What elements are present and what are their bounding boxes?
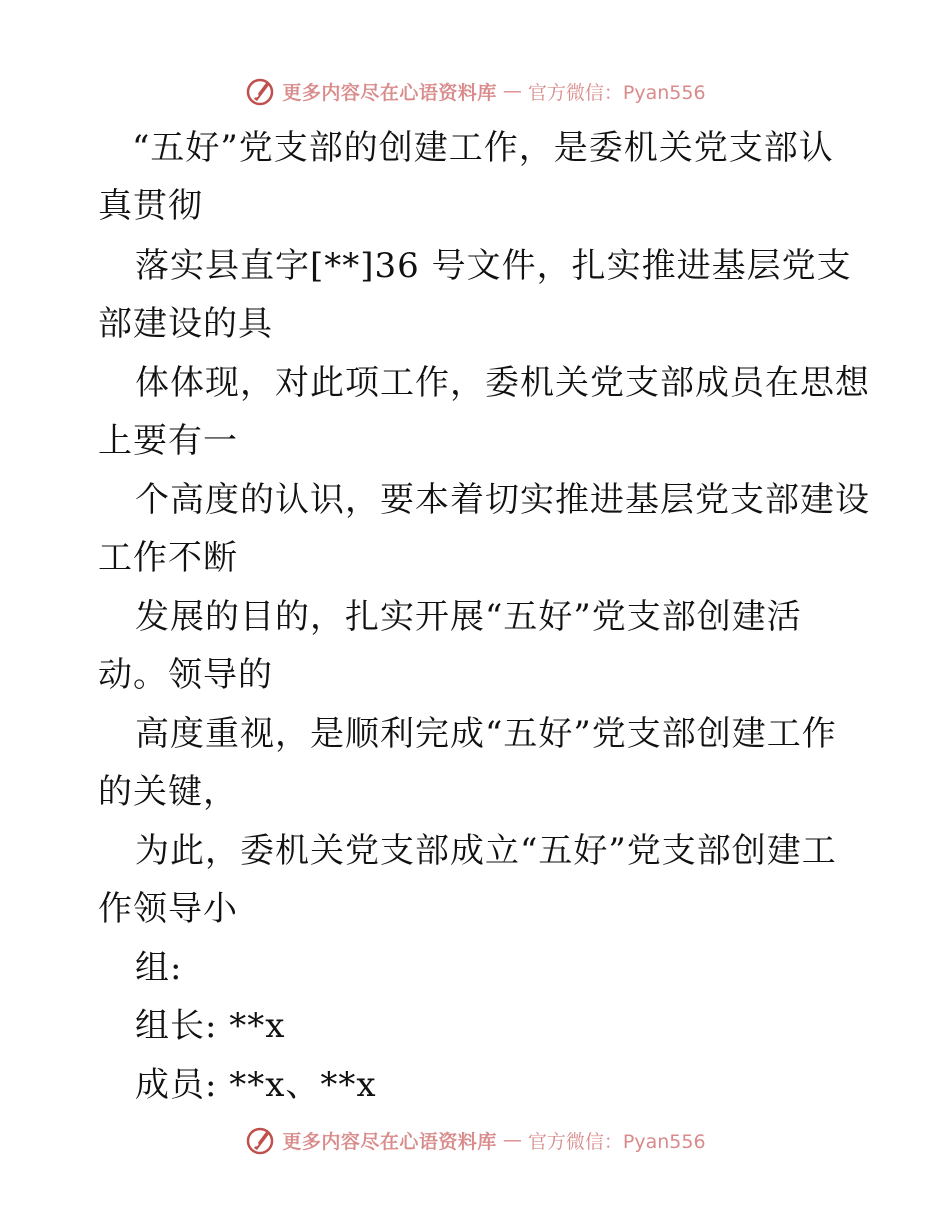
body-line: 工作不断 (98, 538, 238, 578)
body-line: 的关键， (98, 772, 238, 812)
watermark-dash: — (502, 1129, 522, 1151)
body-line: 为此，委机关党支部成立“五好”党支部创建工 (135, 831, 837, 871)
watermark-dash: — (502, 80, 522, 102)
body-line: 个高度的认识，要本着切实推进基层党支部建设 (135, 480, 870, 520)
watermark-main-text: 更多内容尽在心语资料库 (282, 1130, 497, 1153)
body-line: 作领导小 (98, 889, 238, 929)
body-line: 真贯彻 (98, 186, 203, 226)
body-line: 部建设的具 (98, 304, 273, 344)
footer-watermark (0, 1120, 950, 1160)
body-line: 发展的目的，扎实开展“五好”党支部创建活 (135, 597, 802, 637)
watermark-sub-text: 官方微信：Pyan556 (527, 1130, 706, 1153)
body-line: 高度重视，是顺利完成“五好”党支部创建工作 (135, 714, 837, 754)
watermark-main-text: 更多内容尽在心语资料库 (282, 81, 497, 104)
body-line: 体体现，对此项工作，委机关党支部成员在思想 (135, 363, 870, 403)
header-watermark (0, 71, 950, 111)
quill-logo-icon (244, 75, 276, 107)
body-line: “五好”党支部的创建工作，是委机关党支部认 (132, 128, 834, 168)
body-line: 组: (135, 948, 183, 988)
body-line: 上要有一 (98, 421, 238, 461)
body-line: 落实县直字[**]36 号文件，扎实推进基层党支 (135, 246, 852, 286)
body-line: 动。领导的 (98, 655, 273, 695)
body-line: 组长: **x (135, 1006, 286, 1046)
watermark-sub-text: 官方微信：Pyan556 (527, 81, 706, 104)
quill-logo-icon (244, 1124, 276, 1156)
body-line: 成员: **x、**x (135, 1065, 377, 1105)
